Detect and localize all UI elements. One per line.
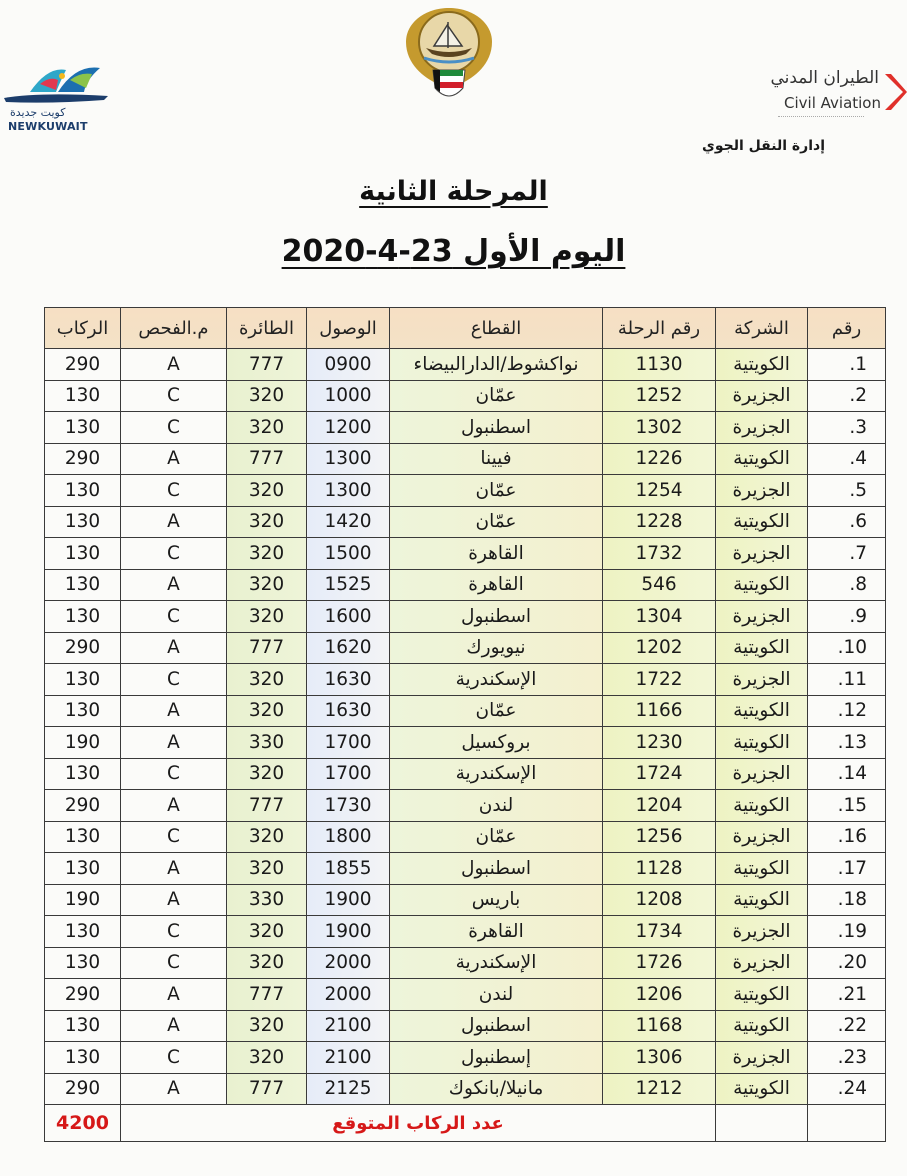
cell-aircraft: 777 xyxy=(227,443,307,475)
cell-flight: 1166 xyxy=(603,695,716,727)
cell-passengers: 130 xyxy=(45,506,121,538)
civil-aviation-divider xyxy=(778,116,864,120)
cell-aircraft: 320 xyxy=(227,569,307,601)
new-kuwait-english: NEWKUWAIT xyxy=(8,120,88,133)
cell-flight: 1256 xyxy=(603,821,716,853)
header-company: الشركة xyxy=(716,308,808,349)
cell-arrival: 1525 xyxy=(307,569,390,601)
cell-screening: A xyxy=(121,853,227,885)
page-title xyxy=(0,176,907,207)
cell-company: الكويتية xyxy=(716,979,808,1011)
table-row xyxy=(45,1010,886,1042)
cell-aircraft: 330 xyxy=(227,884,307,916)
cell-screening: A xyxy=(121,1073,227,1105)
cell-passengers: 130 xyxy=(45,916,121,948)
cell-sector: مانيلا/بانكوك xyxy=(390,1073,603,1105)
table-row xyxy=(45,1073,886,1105)
cell-flight: 1732 xyxy=(603,538,716,570)
cell-screening: C xyxy=(121,380,227,412)
header-flight: رقم الرحلة xyxy=(603,308,716,349)
cell-passengers: 290 xyxy=(45,443,121,475)
cell-aircraft: 320 xyxy=(227,475,307,507)
cell-arrival: 1800 xyxy=(307,821,390,853)
cell-arrival: 1420 xyxy=(307,506,390,538)
cell-company: الجزيرة xyxy=(716,380,808,412)
table-row xyxy=(45,601,886,633)
cell-flight: 1726 xyxy=(603,947,716,979)
cell-aircraft: 320 xyxy=(227,821,307,853)
cell-aircraft: 320 xyxy=(227,947,307,979)
cell-no: 2. xyxy=(808,380,886,412)
cell-aircraft: 320 xyxy=(227,538,307,570)
cell-company: الجزيرة xyxy=(716,821,808,853)
cell-sector: نواكشوط/الدارالبيضاء xyxy=(390,349,603,381)
civil-aviation-arabic: الطيران المدني xyxy=(770,68,879,88)
cell-aircraft: 320 xyxy=(227,758,307,790)
cell-flight: 1228 xyxy=(603,506,716,538)
cell-flight: 1306 xyxy=(603,1042,716,1074)
cell-arrival: 1700 xyxy=(307,758,390,790)
cell-sector: اسطنبول xyxy=(390,601,603,633)
cell-flight: 1302 xyxy=(603,412,716,444)
cell-passengers: 130 xyxy=(45,1042,121,1074)
cell-no: 10. xyxy=(808,632,886,664)
cell-screening: C xyxy=(121,947,227,979)
cell-flight: 1208 xyxy=(603,884,716,916)
cell-passengers: 130 xyxy=(45,412,121,444)
table-row xyxy=(45,380,886,412)
cell-company: الكويتية xyxy=(716,569,808,601)
date-title xyxy=(0,234,907,269)
cell-arrival: 2000 xyxy=(307,979,390,1011)
cell-no: 17. xyxy=(808,853,886,885)
table-body xyxy=(45,349,886,1105)
department-name: إدارة النقل الجوي xyxy=(702,138,825,154)
table-row xyxy=(45,538,886,570)
cell-screening: A xyxy=(121,569,227,601)
cell-flight: 1722 xyxy=(603,664,716,696)
cell-sector: فيينا xyxy=(390,443,603,475)
cell-aircraft: 320 xyxy=(227,380,307,412)
cell-no: 14. xyxy=(808,758,886,790)
table-row xyxy=(45,790,886,822)
cell-passengers: 130 xyxy=(45,538,121,570)
cell-flight: 1204 xyxy=(603,790,716,822)
table-row xyxy=(45,916,886,948)
cell-flight: 1304 xyxy=(603,601,716,633)
cell-aircraft: 320 xyxy=(227,664,307,696)
cell-sector: لندن xyxy=(390,979,603,1011)
cell-company: الكويتية xyxy=(716,1010,808,1042)
cell-passengers: 290 xyxy=(45,979,121,1011)
cell-sector: اسطنبول xyxy=(390,1010,603,1042)
cell-screening: A xyxy=(121,349,227,381)
cell-arrival: 1855 xyxy=(307,853,390,885)
cell-no: 19. xyxy=(808,916,886,948)
cell-arrival: 2000 xyxy=(307,947,390,979)
cell-no: 24. xyxy=(808,1073,886,1105)
table-row xyxy=(45,664,886,696)
cell-passengers: 130 xyxy=(45,821,121,853)
cell-no: 15. xyxy=(808,790,886,822)
cell-flight: 1734 xyxy=(603,916,716,948)
header-sector: القطاع xyxy=(390,308,603,349)
cell-arrival: 1630 xyxy=(307,664,390,696)
cell-screening: A xyxy=(121,632,227,664)
phase-title: المرحلة الثانية xyxy=(359,176,548,207)
cell-no: 3. xyxy=(808,412,886,444)
cell-passengers: 130 xyxy=(45,947,121,979)
cell-sector: عمّان xyxy=(390,821,603,853)
cell-aircraft: 320 xyxy=(227,1010,307,1042)
table-row xyxy=(45,727,886,759)
new-kuwait-arabic: كويت جديدة xyxy=(10,106,66,119)
cell-company: الجزيرة xyxy=(716,947,808,979)
cell-arrival: 2100 xyxy=(307,1010,390,1042)
cell-arrival: 1620 xyxy=(307,632,390,664)
cell-screening: A xyxy=(121,790,227,822)
cell-passengers: 290 xyxy=(45,349,121,381)
cell-arrival: 1300 xyxy=(307,443,390,475)
cell-sector: الإسكندرية xyxy=(390,947,603,979)
cell-arrival: 1900 xyxy=(307,916,390,948)
civil-aviation-logo xyxy=(770,66,907,126)
cell-passengers: 130 xyxy=(45,475,121,507)
cell-arrival: 1630 xyxy=(307,695,390,727)
table-row xyxy=(45,884,886,916)
total-row xyxy=(45,1105,886,1142)
header-arrival: الوصول xyxy=(307,308,390,349)
cell-sector: اسطنبول xyxy=(390,853,603,885)
cell-screening: A xyxy=(121,727,227,759)
cell-company: الكويتية xyxy=(716,349,808,381)
cell-sector: الإسكندرية xyxy=(390,664,603,696)
cell-company: الكويتية xyxy=(716,884,808,916)
total-label: عدد الركاب المتوقع xyxy=(121,1105,716,1142)
cell-passengers: 290 xyxy=(45,632,121,664)
cell-flight: 1724 xyxy=(603,758,716,790)
cell-sector: باريس xyxy=(390,884,603,916)
total-passengers: 4200 xyxy=(45,1105,121,1142)
cell-passengers: 130 xyxy=(45,853,121,885)
table-row xyxy=(45,1042,886,1074)
cell-sector: عمّان xyxy=(390,506,603,538)
cell-screening: C xyxy=(121,538,227,570)
cell-passengers: 190 xyxy=(45,727,121,759)
cell-no: 5. xyxy=(808,475,886,507)
cell-sector: لندن xyxy=(390,790,603,822)
cell-arrival: 1300 xyxy=(307,475,390,507)
civil-aviation-chevron-icon xyxy=(883,72,907,112)
cell-company: الجزيرة xyxy=(716,916,808,948)
header-aircraft: الطائرة xyxy=(227,308,307,349)
cell-screening: A xyxy=(121,1010,227,1042)
cell-screening: A xyxy=(121,695,227,727)
cell-aircraft: 777 xyxy=(227,632,307,664)
cell-arrival: 2125 xyxy=(307,1073,390,1105)
cell-arrival: 1600 xyxy=(307,601,390,633)
cell-company: الكويتية xyxy=(716,506,808,538)
cell-no: 13. xyxy=(808,727,886,759)
table-header-row xyxy=(45,308,886,349)
cell-screening: A xyxy=(121,443,227,475)
cell-aircraft: 320 xyxy=(227,601,307,633)
table-row xyxy=(45,349,886,381)
cell-sector: عمّان xyxy=(390,380,603,412)
cell-aircraft: 320 xyxy=(227,695,307,727)
cell-screening: C xyxy=(121,758,227,790)
cell-company: الجزيرة xyxy=(716,1042,808,1074)
cell-screening: C xyxy=(121,1042,227,1074)
cell-passengers: 130 xyxy=(45,601,121,633)
cell-sector: الإسكندرية xyxy=(390,758,603,790)
cell-arrival: 0900 xyxy=(307,349,390,381)
cell-screening: C xyxy=(121,821,227,853)
cell-company: الكويتية xyxy=(716,632,808,664)
table-row xyxy=(45,979,886,1011)
cell-arrival: 1000 xyxy=(307,380,390,412)
cell-passengers: 130 xyxy=(45,695,121,727)
cell-arrival: 1700 xyxy=(307,727,390,759)
cell-sector: بروكسيل xyxy=(390,727,603,759)
table-row xyxy=(45,821,886,853)
table-row xyxy=(45,443,886,475)
cell-company: الجزيرة xyxy=(716,758,808,790)
cell-passengers: 130 xyxy=(45,758,121,790)
cell-flight: 1130 xyxy=(603,349,716,381)
table-row xyxy=(45,475,886,507)
cell-sector: عمّان xyxy=(390,695,603,727)
cell-no: 22. xyxy=(808,1010,886,1042)
cell-screening: C xyxy=(121,916,227,948)
cell-passengers: 290 xyxy=(45,790,121,822)
cell-aircraft: 320 xyxy=(227,916,307,948)
cell-no: 21. xyxy=(808,979,886,1011)
new-kuwait-logo xyxy=(0,62,112,136)
cell-sector: القاهرة xyxy=(390,538,603,570)
cell-screening: C xyxy=(121,475,227,507)
cell-no: 4. xyxy=(808,443,886,475)
cell-no: 8. xyxy=(808,569,886,601)
cell-passengers: 130 xyxy=(45,1010,121,1042)
cell-aircraft: 777 xyxy=(227,979,307,1011)
cell-screening: C xyxy=(121,412,227,444)
table-row xyxy=(45,695,886,727)
cell-screening: A xyxy=(121,884,227,916)
cell-company: الكويتية xyxy=(716,695,808,727)
table-row xyxy=(45,853,886,885)
cell-no: 9. xyxy=(808,601,886,633)
total-spacer xyxy=(716,1105,808,1142)
cell-company: الجزيرة xyxy=(716,538,808,570)
cell-company: الكويتية xyxy=(716,853,808,885)
cell-screening: C xyxy=(121,664,227,696)
header-no: رقم xyxy=(808,308,886,349)
cell-aircraft: 320 xyxy=(227,853,307,885)
cell-no: 6. xyxy=(808,506,886,538)
cell-company: الكويتية xyxy=(716,1073,808,1105)
cell-aircraft: 777 xyxy=(227,349,307,381)
cell-passengers: 130 xyxy=(45,569,121,601)
cell-passengers: 290 xyxy=(45,1073,121,1105)
cell-screening: C xyxy=(121,601,227,633)
cell-flight: 1168 xyxy=(603,1010,716,1042)
day-title: اليوم الأول 23-4-2020 xyxy=(281,234,626,269)
cell-flight: 1252 xyxy=(603,380,716,412)
cell-aircraft: 777 xyxy=(227,1073,307,1105)
cell-no: 11. xyxy=(808,664,886,696)
cell-company: الجزيرة xyxy=(716,601,808,633)
cell-passengers: 130 xyxy=(45,664,121,696)
cell-sector: القاهرة xyxy=(390,569,603,601)
cell-screening: A xyxy=(121,979,227,1011)
cell-aircraft: 330 xyxy=(227,727,307,759)
cell-flight: 546 xyxy=(603,569,716,601)
cell-aircraft: 320 xyxy=(227,506,307,538)
cell-no: 18. xyxy=(808,884,886,916)
new-kuwait-dhow-icon xyxy=(0,62,112,108)
cell-screening: A xyxy=(121,506,227,538)
table-row xyxy=(45,947,886,979)
header-screening: م.الفحص xyxy=(121,308,227,349)
table-row xyxy=(45,506,886,538)
table-row xyxy=(45,412,886,444)
cell-arrival: 1500 xyxy=(307,538,390,570)
cell-sector: القاهرة xyxy=(390,916,603,948)
cell-company: الكويتية xyxy=(716,790,808,822)
cell-no: 23. xyxy=(808,1042,886,1074)
cell-company: الجزيرة xyxy=(716,475,808,507)
cell-no: 12. xyxy=(808,695,886,727)
cell-company: الجزيرة xyxy=(716,412,808,444)
cell-sector: إسطنبول xyxy=(390,1042,603,1074)
cell-sector: اسطنبول xyxy=(390,412,603,444)
cell-arrival: 1730 xyxy=(307,790,390,822)
cell-arrival: 2100 xyxy=(307,1042,390,1074)
cell-flight: 1212 xyxy=(603,1073,716,1105)
table-row xyxy=(45,569,886,601)
cell-no: 16. xyxy=(808,821,886,853)
cell-arrival: 1200 xyxy=(307,412,390,444)
cell-sector: عمّان xyxy=(390,475,603,507)
cell-flight: 1128 xyxy=(603,853,716,885)
cell-company: الجزيرة xyxy=(716,664,808,696)
cell-flight: 1226 xyxy=(603,443,716,475)
table-row xyxy=(45,758,886,790)
cell-aircraft: 320 xyxy=(227,412,307,444)
cell-flight: 1206 xyxy=(603,979,716,1011)
cell-passengers: 130 xyxy=(45,380,121,412)
cell-passengers: 190 xyxy=(45,884,121,916)
cell-flight: 1230 xyxy=(603,727,716,759)
cell-arrival: 1900 xyxy=(307,884,390,916)
cell-sector: نيويورك xyxy=(390,632,603,664)
cell-no: 7. xyxy=(808,538,886,570)
civil-aviation-english: Civil Aviation xyxy=(784,94,881,112)
flights-table xyxy=(44,307,886,1142)
cell-aircraft: 320 xyxy=(227,1042,307,1074)
cell-aircraft: 777 xyxy=(227,790,307,822)
total-spacer xyxy=(808,1105,886,1142)
cell-company: الكويتية xyxy=(716,443,808,475)
cell-company: الكويتية xyxy=(716,727,808,759)
cell-flight: 1202 xyxy=(603,632,716,664)
kuwait-emblem-icon xyxy=(400,4,498,106)
table-row xyxy=(45,632,886,664)
cell-no: 20. xyxy=(808,947,886,979)
header-passengers: الركاب xyxy=(45,308,121,349)
cell-flight: 1254 xyxy=(603,475,716,507)
cell-no: 1. xyxy=(808,349,886,381)
